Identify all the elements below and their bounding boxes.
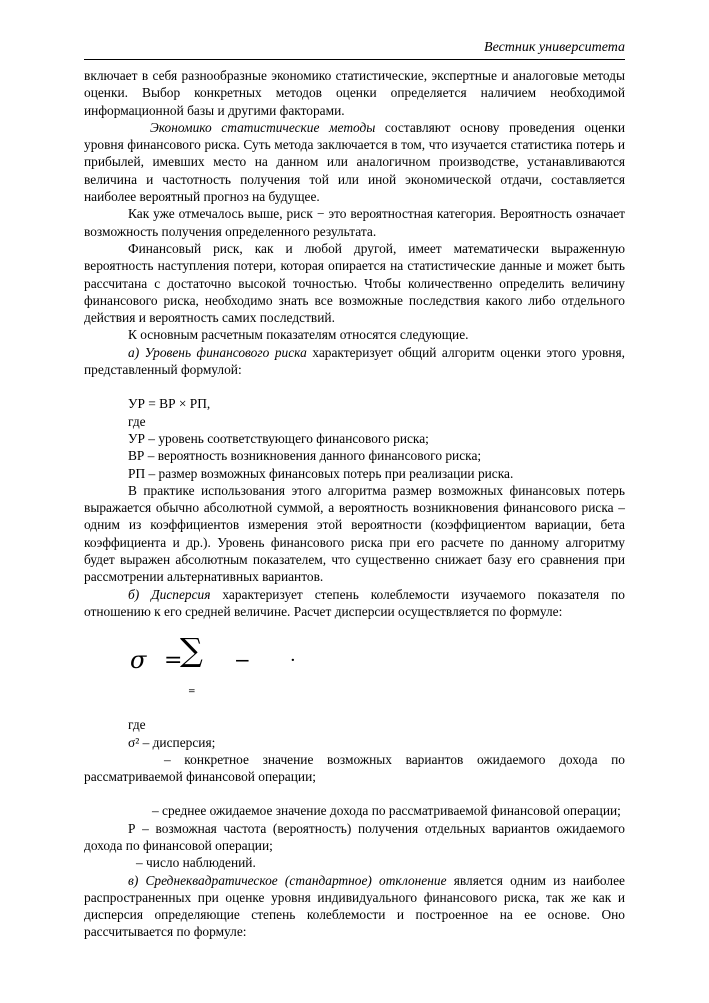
paragraph: В практике использования этого алгоритма размер возможных финансовых потерь выражается обычно абсолютной суммой, а вероятность возникновения финансового риска – одним из коэффициентов измерения этой вероятности (коэффициентом вариации, бета коэффициента и др.). Уровень финансового риска при его расчете по данному алгоритму будет выражен абсолютным показателем, что существенно снижает базу его сравнения при рассмотрении альтернативных вариантов. [84, 482, 625, 585]
spacer [84, 785, 625, 802]
definition: Р – возможная частота (вероятность) получения отдельных вариантов ожидаемого дохода по финансовой операции; [84, 820, 625, 853]
paragraph: Как уже отмечалось выше, риск − это вероятностная категория. Вероятность означает возможность получения определенного результата. [84, 206, 625, 239]
paragraph [84, 119, 625, 205]
dot-sign: · [290, 650, 296, 672]
where-label: где [128, 413, 146, 429]
paragraph: включает в себя разнообразные экономико статистические, экспертные и аналоговые методы оценки. Выбор конкретных методов оценки определяется наличием необходимой информационной базы и другими факторами. [84, 68, 625, 118]
spacer [84, 620, 625, 632]
emphasis: Экономико статистические методы [150, 119, 376, 135]
definition: – конкретное значение возможных вариантов ожидаемого дохода по рассматриваемой финансовой операции; [84, 751, 625, 785]
journal-header: Вестник университета [484, 40, 625, 55]
paragraph-text: характеризует степень колеблемости изучаемого показателя по отношению к его средней величине. Расчет дисперсии осуществляется по формуле: [84, 586, 625, 619]
paragraph: Финансовый риск, как и любой другой, имеет математически выраженную вероятность наступления потери, которая опирается на статистические данные и может быть рассчитана с достаточно высокой точностью. Чтобы количественно определить величину финансового риска, необходимо знать все возможные последствия какого либо отдельного действия и вероятность самих последствий. [84, 240, 625, 326]
sigma-symbol: σ [130, 646, 147, 675]
paragraph [84, 586, 625, 621]
paragraph-text: является одним из наиболее распространенных при оценке уровня индивидуального финансового риска, так же как и дисперсия определяющие степень колеблемости и построенное на ее основе. Оно рассчитывается по формуле: [84, 872, 625, 940]
paragraph-text: составляют основу проведения оценки уровня финансового риска. Суть метода заключается в том, что изучается статистика потерь и прибылей, имевших место на данном или аналогичном производстве, устанавливаются величина и частотность получения той или иной экономической отдачи, составляется наиболее вероятный прогноз на будущее. [84, 119, 625, 205]
header-rule [84, 59, 625, 60]
emphasis: в) Среднеквадратическое (стандартное) отклонение [128, 872, 447, 888]
definition: ВР – вероятность возникновения данного финансового риска; [128, 448, 482, 464]
sum-subscript: = [188, 687, 196, 698]
definition: σ² – дисперсия; [128, 734, 216, 750]
where-label: где [128, 717, 146, 733]
spacer [84, 378, 625, 395]
paragraph-text: характеризует общий алгоритм оценки этого уровня, представленный формулой: [84, 344, 625, 378]
minus-sign: − [234, 648, 251, 673]
paragraph: К основным расчетным показателям относятся следующие. [128, 327, 469, 343]
definition: УР – уровень соответствующего финансового риска; [128, 430, 429, 446]
emphasis: а) Уровень финансового риска [128, 344, 307, 360]
sum-symbol: ∑ [180, 631, 203, 670]
variance-formula [128, 632, 625, 702]
equals-sign: = [164, 648, 183, 674]
formula-ur: УР = ВР × РП, [128, 396, 211, 412]
article-body [84, 67, 625, 941]
emphasis: б) Дисперсия [128, 586, 211, 602]
definition: – число наблюдений. [136, 855, 256, 871]
paragraph [84, 872, 625, 941]
definition: РП – размер возможных финансовых потерь при реализации риска. [128, 465, 514, 481]
spacer [84, 702, 625, 716]
definition: – среднее ожидаемое значение дохода по рассматриваемой финансовой операции; [152, 803, 621, 819]
paragraph [84, 344, 625, 379]
